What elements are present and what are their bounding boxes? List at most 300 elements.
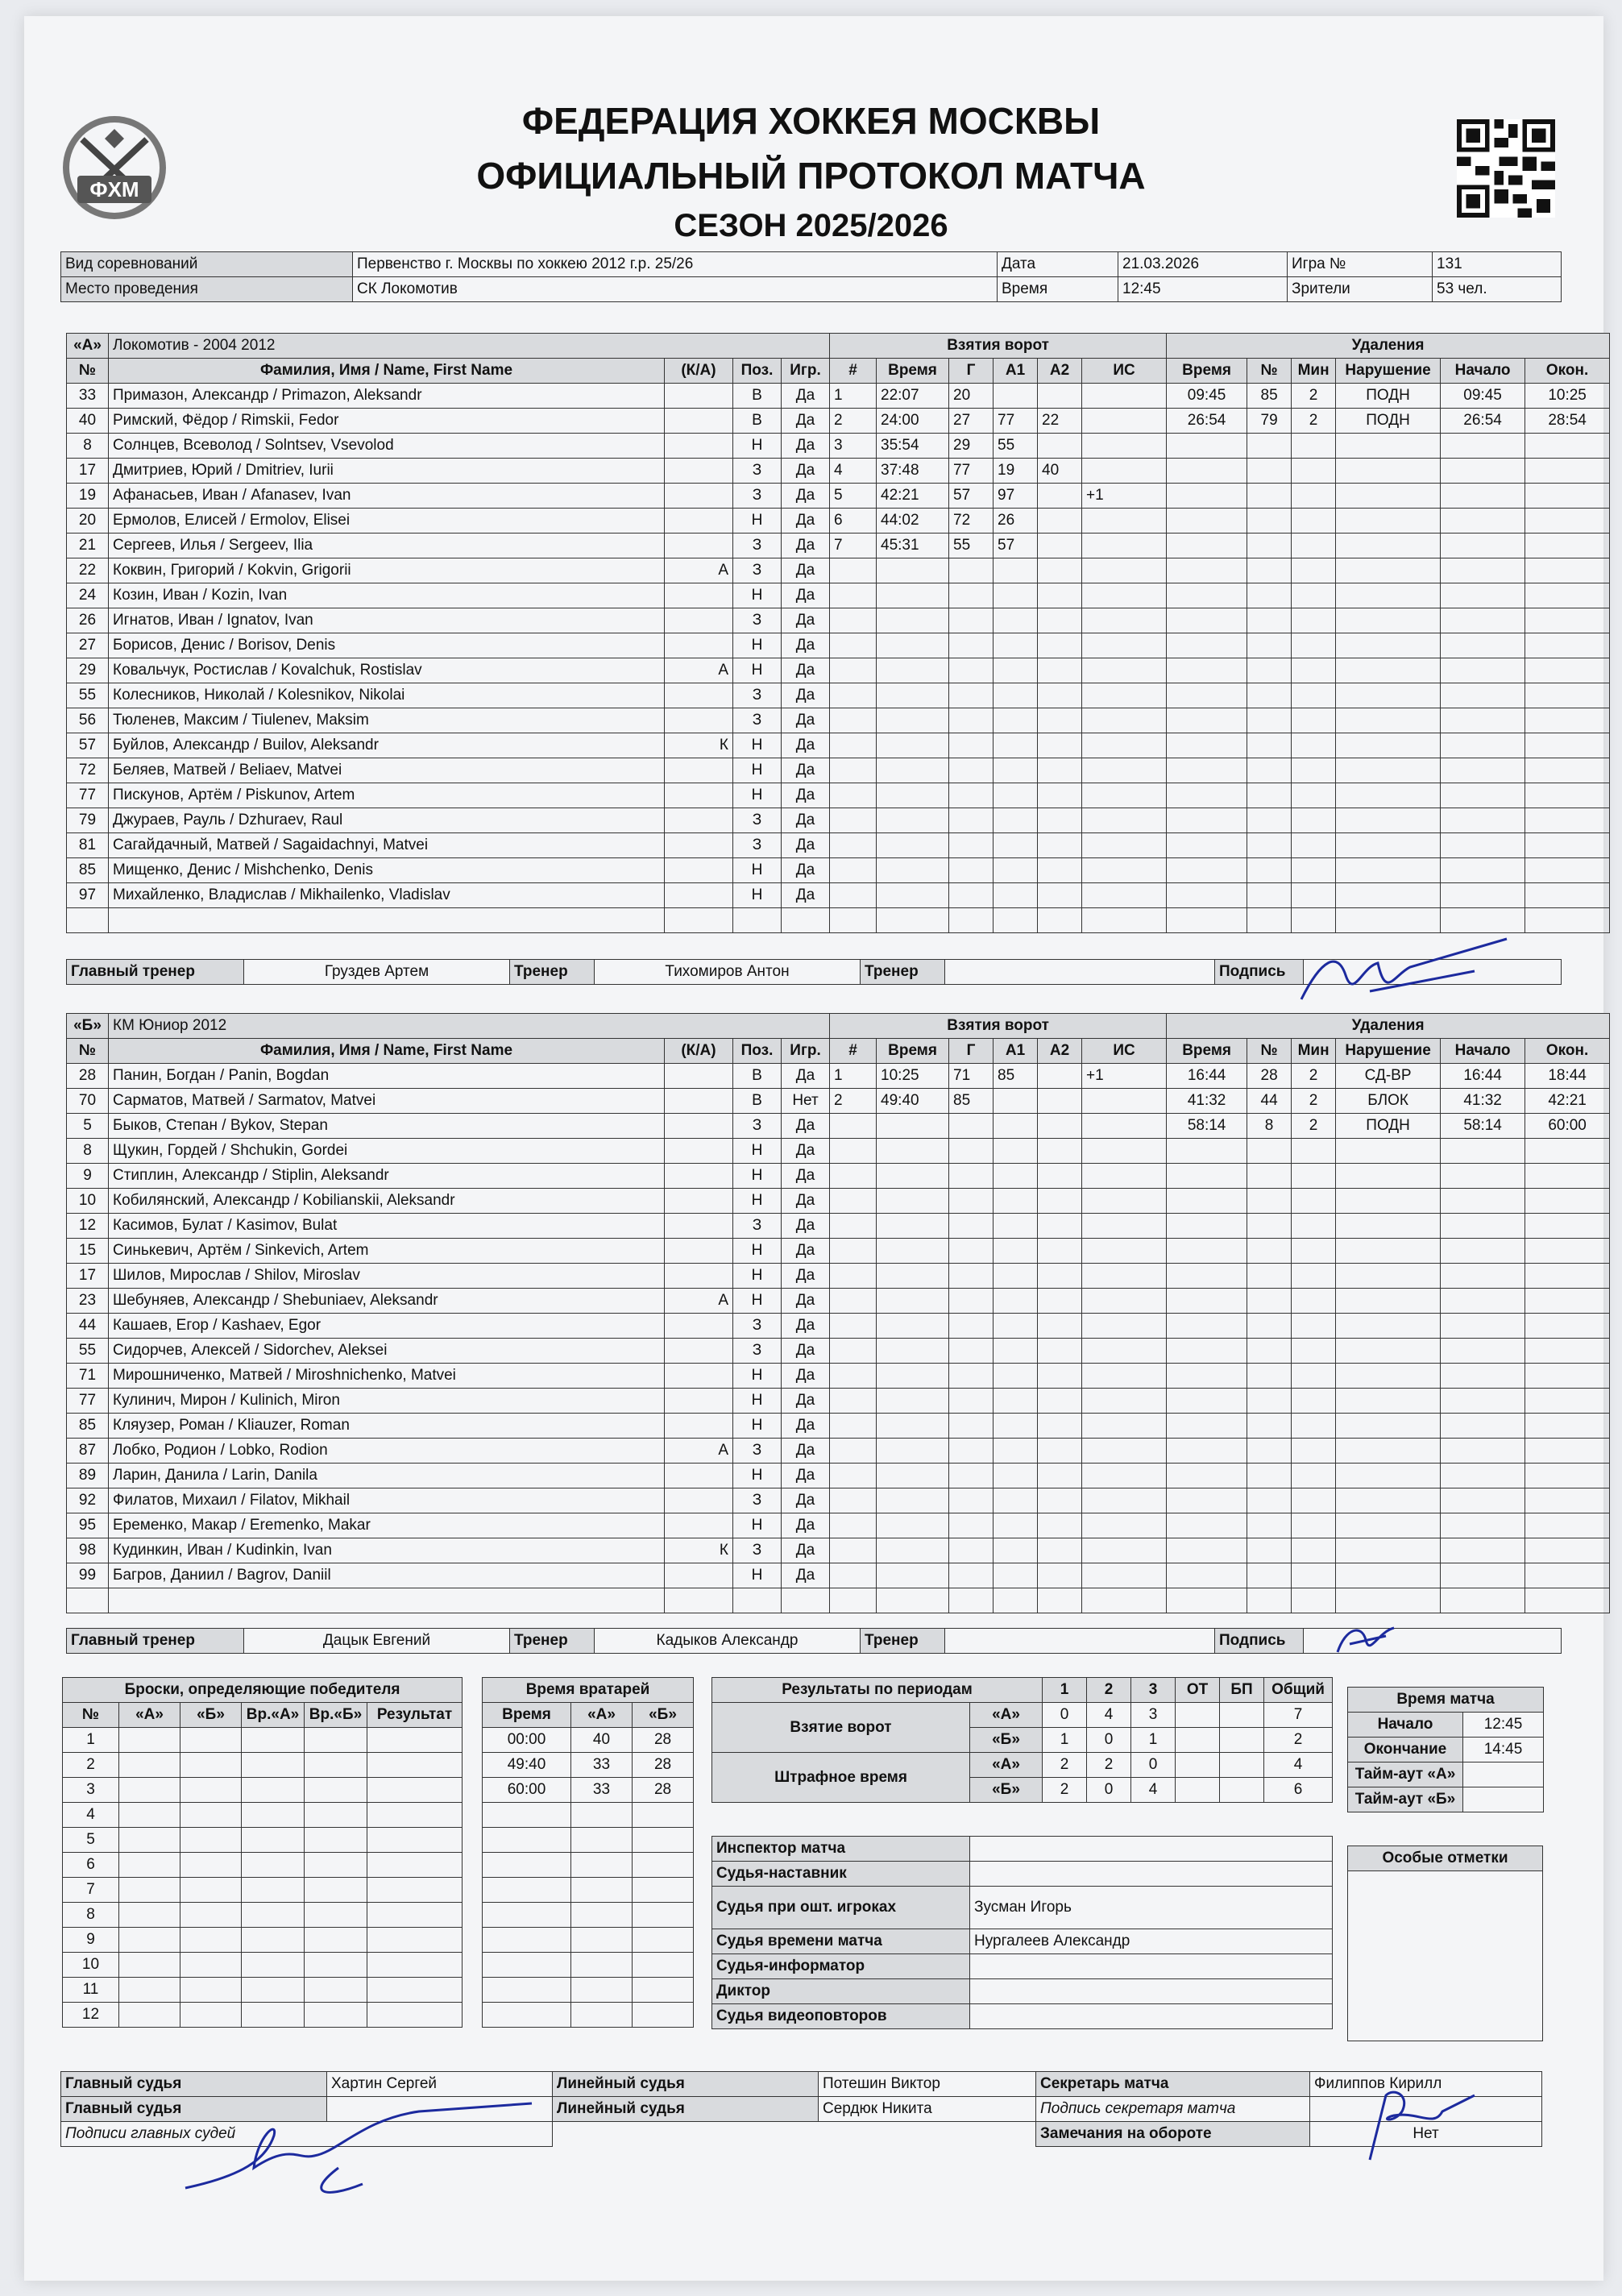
penalty-time: 16:44 [1167,1064,1247,1089]
player-name: Шебуняев, Александр / Shebuniaev, Aleksandr [109,1289,665,1314]
goal-number [830,883,877,908]
goal-assist-1 [994,658,1038,683]
goal-situation [1082,808,1167,833]
penalty-end [1525,558,1610,583]
shootout-row [63,1778,463,1803]
goal-situation: +1 [1082,1064,1167,1089]
timeout-a [1463,1762,1544,1787]
line-ref-2-label: Линейный судья [553,2097,819,2122]
shootout-cell [119,1953,180,1978]
player-row [67,1414,1610,1439]
penalty-minutes [1292,1414,1336,1439]
goal-scorer [949,1538,994,1563]
penalty-start [1441,1264,1525,1289]
ref-sign-label: Подписи главных судей [61,2122,553,2147]
goal-scorer [949,558,994,583]
team-b-asst: Кадыков Александр [595,1629,861,1654]
official-role: Судья-информатор [712,1954,970,1979]
penalty-time [1167,558,1247,583]
penalty-time [1167,1538,1247,1563]
column-header: Мин [1292,359,1336,384]
player-position [733,1588,782,1613]
player-played: Да [782,1164,830,1189]
goalies-row [483,1753,694,1778]
goal-time [877,833,949,858]
shootout-cell [180,1953,242,1978]
penalty-player [1247,633,1292,658]
column-header: Поз. [733,1039,782,1064]
penalty-minutes [1292,1139,1336,1164]
penalty-end [1525,1164,1610,1189]
player-played: Да [782,1464,830,1488]
penalty-infraction [1336,1139,1441,1164]
penalty-player [1247,583,1292,608]
player-name: Борисов, Денис / Borisov, Denis [109,633,665,658]
player-name: Мирошниченко, Матвей / Miroshnichenko, Matvei [109,1364,665,1389]
player-played: Да [782,509,830,534]
goal-assist-2 [1038,1164,1082,1189]
player-number: 77 [67,783,109,808]
column-header: (К/А) [665,1039,733,1064]
goal-time: 22:07 [877,384,949,409]
penalty-end [1525,434,1610,459]
signature-secretary [1362,2079,1491,2168]
column-header: ИС [1082,359,1167,384]
goalies-column-header: «А» [571,1703,633,1728]
goal-assist-2 [1038,858,1082,883]
goal-number [830,733,877,758]
penalty-infraction [1336,833,1441,858]
goal-time [877,1389,949,1414]
penalty-player [1247,658,1292,683]
player-position: З [733,1339,782,1364]
penalty-end [1525,833,1610,858]
shootout-cell [242,1853,305,1878]
penalty-end: 10:25 [1525,384,1610,409]
penalty-infraction [1336,1439,1441,1464]
penalty-infraction [1336,509,1441,534]
penalty-minutes [1292,558,1336,583]
player-row [67,583,1610,608]
goal-assist-1: 26 [994,509,1038,534]
goal-situation [1082,1364,1167,1389]
player-name: Игнатов, Иван / Ignatov, Ivan [109,608,665,633]
goalies-row [483,1953,694,1978]
penalty-end [1525,658,1610,683]
penalty-player [1247,1439,1292,1464]
player-position: З [733,1314,782,1339]
player-role [665,409,733,434]
player-name: Мищенко, Денис / Mishchenko, Denis [109,858,665,883]
player-position: З [733,1538,782,1563]
player-name: Сергеев, Илья / Sergeev, Ilia [109,534,665,558]
penalty-infraction [1336,534,1441,558]
goal-assist-1 [994,633,1038,658]
periods-col-1: 1 [1043,1678,1087,1703]
goal-assist-2 [1038,484,1082,509]
penalty-end [1525,733,1610,758]
penalty-time [1167,908,1247,933]
penalty-minutes: 2 [1292,409,1336,434]
goal-situation [1082,758,1167,783]
penalty-time [1167,1488,1247,1513]
shootout-cell [305,1878,367,1903]
shootout-table [62,1677,463,2028]
player-row [67,1164,1610,1189]
player-played: Да [782,808,830,833]
goalie-a [571,2003,633,2028]
penalty-start [1441,1513,1525,1538]
goal-time [877,1464,949,1488]
player-row [67,1214,1610,1239]
penalty-time [1167,633,1247,658]
goal-number [830,1139,877,1164]
player-role [665,1214,733,1239]
periods-pen-a-cell [1220,1753,1264,1778]
shootout-column-header: Вр.«Б» [305,1703,367,1728]
secretary: Филиппов Кирилл [1310,2072,1542,2097]
shootout-cell [119,1853,180,1878]
goal-assist-1: 55 [994,434,1038,459]
periods-goals-a-label: «А» [970,1703,1043,1728]
penalty-infraction [1336,1538,1441,1563]
player-name: Пискунов, Артём / Piskunov, Artem [109,783,665,808]
player-position: В [733,1089,782,1114]
player-name: Солнцев, Всеволод / Solntsev, Vsevolod [109,434,665,459]
periods-pen-label: Штрафное время [712,1753,970,1803]
penalty-infraction: ПОДН [1336,409,1441,434]
penalty-end [1525,1414,1610,1439]
goal-time [877,1364,949,1389]
goal-assist-1 [994,1588,1038,1613]
goal-time [877,658,949,683]
goalies-column-header: «Б» [633,1703,694,1728]
shootout-number: 10 [63,1953,119,1978]
player-role [665,509,733,534]
goal-time [877,683,949,708]
goal-assist-2 [1038,1439,1082,1464]
penalty-end [1525,509,1610,534]
goal-scorer [949,733,994,758]
player-number: 70 [67,1089,109,1114]
penalty-start [1441,1389,1525,1414]
shootout-cell [119,1803,180,1828]
shootout-cell [305,1903,367,1928]
goalie-a: 40 [571,1728,633,1753]
player-position: Н [733,633,782,658]
goal-situation [1082,908,1167,933]
player-position: З [733,708,782,733]
player-row [67,758,1610,783]
periods-col-3: 3 [1131,1678,1176,1703]
player-number: 71 [67,1364,109,1389]
shootout-number: 6 [63,1853,119,1878]
shootout-cell [367,1778,463,1803]
player-played: Нет [782,1089,830,1114]
goal-situation: +1 [1082,484,1167,509]
penalty-minutes [1292,1563,1336,1588]
officials-rows [712,1837,1333,2029]
goal-situation [1082,608,1167,633]
penalty-start [1441,1364,1525,1389]
goal-scorer [949,908,994,933]
goalie-a: 33 [571,1753,633,1778]
goal-scorer [949,583,994,608]
penalty-start [1441,1339,1525,1364]
goal-assist-2 [1038,1339,1082,1364]
goal-assist-1 [994,1139,1038,1164]
shootout-column-headers [63,1703,463,1728]
goal-time: 10:25 [877,1064,949,1089]
penalty-start [1441,783,1525,808]
column-header: Мин [1292,1039,1336,1064]
periods-goals-b-cell: 1 [1043,1728,1087,1753]
column-header: Окон. [1525,1039,1610,1064]
goal-time [877,733,949,758]
team-a-trainer-label: Тренер [861,960,945,985]
column-header: Время [1167,1039,1247,1064]
goal-number [830,858,877,883]
team-a-rows [67,384,1610,933]
penalty-infraction: ПОДН [1336,1114,1441,1139]
goal-scorer [949,783,994,808]
penalty-start [1441,733,1525,758]
penalty-time [1167,858,1247,883]
player-name: Кулинич, Мирон / Kulinich, Miron [109,1389,665,1414]
goalie-change-time [483,1978,571,2003]
penalty-infraction [1336,434,1441,459]
periods-pen-b-cell: 0 [1087,1778,1131,1803]
player-played: Да [782,1314,830,1339]
match-time-table [1347,1687,1544,1812]
player-row [67,534,1610,558]
goalie-b [633,1878,694,1903]
goal-assist-2 [1038,1513,1082,1538]
goal-time [877,1513,949,1538]
player-played: Да [782,1513,830,1538]
goal-assist-2 [1038,384,1082,409]
player-row [67,1488,1610,1513]
goal-number: 6 [830,509,877,534]
player-role [665,683,733,708]
penalty-minutes [1292,658,1336,683]
shootout-cell [242,1953,305,1978]
shootout-cell [305,1953,367,1978]
penalty-start [1441,633,1525,658]
goal-situation [1082,1289,1167,1314]
penalty-infraction [1336,1339,1441,1364]
player-role: К [665,733,733,758]
player-role: А [665,658,733,683]
player-number: 79 [67,808,109,833]
penalty-time [1167,733,1247,758]
player-played: Да [782,1114,830,1139]
penalty-end [1525,1513,1610,1538]
official-name [970,2004,1333,2029]
penalty-start [1441,658,1525,683]
goal-assist-1 [994,1214,1038,1239]
goalie-change-time [483,1928,571,1953]
goal-scorer: 29 [949,434,994,459]
team-b-asst-label: Тренер [510,1629,595,1654]
player-name: Еременко, Макар / Eremenko, Makar [109,1513,665,1538]
periods-pen-b-cell [1220,1778,1264,1803]
penalty-minutes [1292,608,1336,633]
player-played: Да [782,683,830,708]
goalies-column-header: Время [483,1703,571,1728]
penalty-player [1247,883,1292,908]
player-name: Сарматов, Матвей / Sarmatov, Matvei [109,1089,665,1114]
shootout-cell [305,1828,367,1853]
column-header: № [1247,1039,1292,1064]
penalty-minutes [1292,534,1336,558]
goalie-b [633,1903,694,1928]
shootout-cell [242,1728,305,1753]
player-role: К [665,1538,733,1563]
goal-assist-2 [1038,1214,1082,1239]
goal-time [877,808,949,833]
penalty-time [1167,1513,1247,1538]
goal-time: 44:02 [877,509,949,534]
penalty-time [1167,1214,1247,1239]
penalty-infraction [1336,1464,1441,1488]
goal-scorer [949,1239,994,1264]
goal-number [830,1264,877,1289]
column-header: А1 [994,1039,1038,1064]
player-number: 99 [67,1563,109,1588]
shootout-cell [367,1828,463,1853]
player-row [67,509,1610,534]
penalty-time [1167,534,1247,558]
goal-time [877,558,949,583]
player-number: 9 [67,1164,109,1189]
goal-time: 49:40 [877,1089,949,1114]
player-row [67,1264,1610,1289]
penalty-minutes [1292,1464,1336,1488]
player-name: Коквин, Григорий / Kokvin, Grigorii [109,558,665,583]
goal-situation [1082,858,1167,883]
penalty-start [1441,1464,1525,1488]
penalty-start [1441,1314,1525,1339]
goal-time [877,583,949,608]
column-header: Начало [1441,359,1525,384]
shootout-number: 7 [63,1878,119,1903]
player-number: 22 [67,558,109,583]
penalty-infraction [1336,658,1441,683]
player-name: Козин, Иван / Kozin, Ivan [109,583,665,608]
penalty-end [1525,783,1610,808]
player-row [67,833,1610,858]
column-header: Нарушение [1336,1039,1441,1064]
player-number: 8 [67,1139,109,1164]
goal-time [877,633,949,658]
team-a-asst: Тихомиров Антон [595,960,861,985]
player-number: 24 [67,583,109,608]
penalty-start [1441,509,1525,534]
goal-assist-2 [1038,1139,1082,1164]
penalty-start [1441,858,1525,883]
shootout-cell [242,2003,305,2028]
penalty-end [1525,484,1610,509]
goal-number [830,1314,877,1339]
penalty-time [1167,1189,1247,1214]
goalies-title: Время вратарей [483,1678,694,1703]
penalty-start [1441,683,1525,708]
goal-assist-1 [994,1439,1038,1464]
shootout-row [63,2003,463,2028]
penalty-minutes [1292,733,1336,758]
penalty-end [1525,459,1610,484]
goal-number [830,1214,877,1239]
penalty-time [1167,509,1247,534]
goal-number [830,583,877,608]
player-role [665,783,733,808]
shootout-cell [119,1778,180,1803]
team-a-column-headers [67,359,1610,384]
player-role [665,758,733,783]
shootout-row [63,1803,463,1828]
player-played: Да [782,1289,830,1314]
line-ref-1: Потешин Виктор [819,2072,1036,2097]
player-role [665,1563,733,1588]
penalty-start [1441,1139,1525,1164]
goal-scorer: 20 [949,384,994,409]
goal-assist-2 [1038,1588,1082,1613]
penalty-minutes [1292,1588,1336,1613]
player-name: Примазон, Александр / Primazon, Aleksandr [109,384,665,409]
shootout-cell [119,2003,180,2028]
goal-assist-1 [994,1339,1038,1364]
goal-assist-1 [994,1114,1038,1139]
team-b-table [66,1013,1610,1613]
player-role [665,434,733,459]
goal-situation [1082,733,1167,758]
penalty-minutes: 2 [1292,1114,1336,1139]
shootout-row [63,1928,463,1953]
goal-assist-2 [1038,434,1082,459]
penalty-start [1441,1189,1525,1214]
penalty-player [1247,908,1292,933]
goal-time [877,1264,949,1289]
goalies-row [483,1803,694,1828]
penalty-minutes [1292,1339,1336,1364]
penalty-player [1247,1189,1292,1214]
player-role [665,1364,733,1389]
shootout-cell [180,1753,242,1778]
team-b-sign-label: Подпись [1215,1629,1304,1654]
player-row [67,858,1610,883]
shootout-rows [63,1728,463,2028]
player-number: 92 [67,1488,109,1513]
penalty-minutes [1292,858,1336,883]
goal-scorer: 71 [949,1064,994,1089]
player-row [67,883,1610,908]
shootout-cell [180,1978,242,2003]
player-played: Да [782,733,830,758]
goal-assist-2 [1038,1264,1082,1289]
shootout-cell [119,1903,180,1928]
player-role [665,384,733,409]
periods-col-2: 2 [1087,1678,1131,1703]
penalty-infraction [1336,1563,1441,1588]
shootout-row [63,1953,463,1978]
penalty-player [1247,558,1292,583]
goal-time [877,1114,949,1139]
penalty-infraction [1336,808,1441,833]
player-name: Лобко, Родион / Lobko, Rodion [109,1439,665,1464]
player-number: 5 [67,1114,109,1139]
player-position: Н [733,1389,782,1414]
